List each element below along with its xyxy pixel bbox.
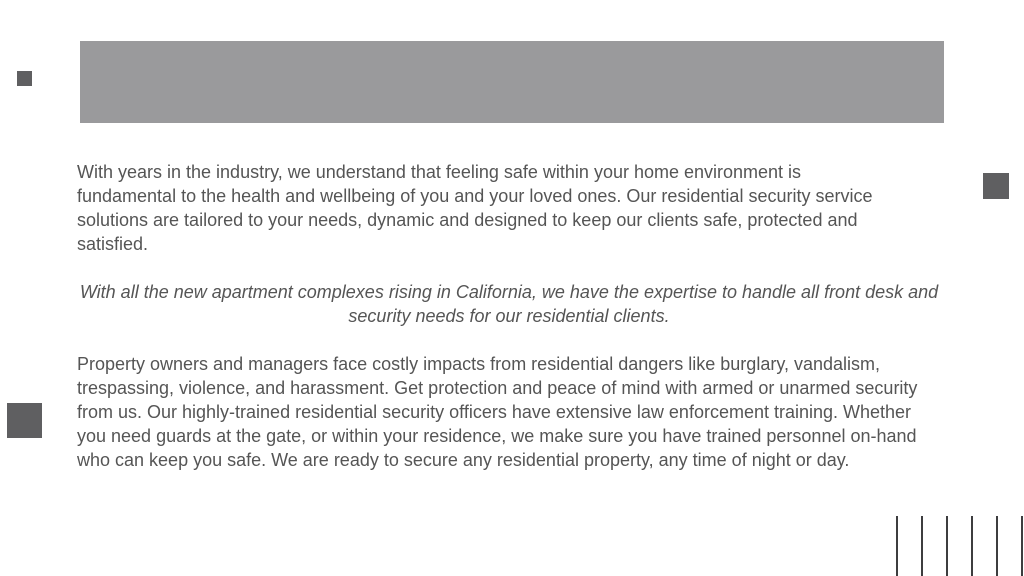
decor-vertical-line	[996, 516, 998, 576]
title-band	[80, 41, 944, 123]
decor-vertical-line	[921, 516, 923, 576]
decor-vertical-line	[896, 516, 898, 576]
decor-vertical-line	[946, 516, 948, 576]
decor-square-top-left	[17, 71, 32, 86]
details-paragraph: Property owners and managers face costly impacts from residential dangers like burglary, vandalism, trespassing, violence, and harassment. Get protection and peace of mind with armed or unarmed security from us. Our highly-trained residential security officers have extensive law enforcement training. Whether you need guards at the gate, or within your residence, we make sure you have trained personnel on-hand who can keep you safe. We are ready to secure any residential property, any time of night or day.	[77, 354, 918, 470]
highlight-paragraph: With all the new apartment complexes rising in California, we have the expertise to handle all front desk and security needs for our residential clients.	[79, 282, 939, 326]
decor-vertical-line	[971, 516, 973, 576]
intro-paragraph: With years in the industry, we understand that feeling safe within your home environment is fundamental to the health and wellbeing of you and your loved ones. Our residential security service solutions are tailored to your needs, dynamic and designed to keep our clients safe, protected and satisfied.	[77, 162, 873, 254]
decor-square-right	[983, 173, 1009, 199]
decor-square-bottom-left	[7, 403, 42, 438]
decor-vertical-line	[1021, 516, 1023, 576]
slide-body	[77, 160, 941, 472]
